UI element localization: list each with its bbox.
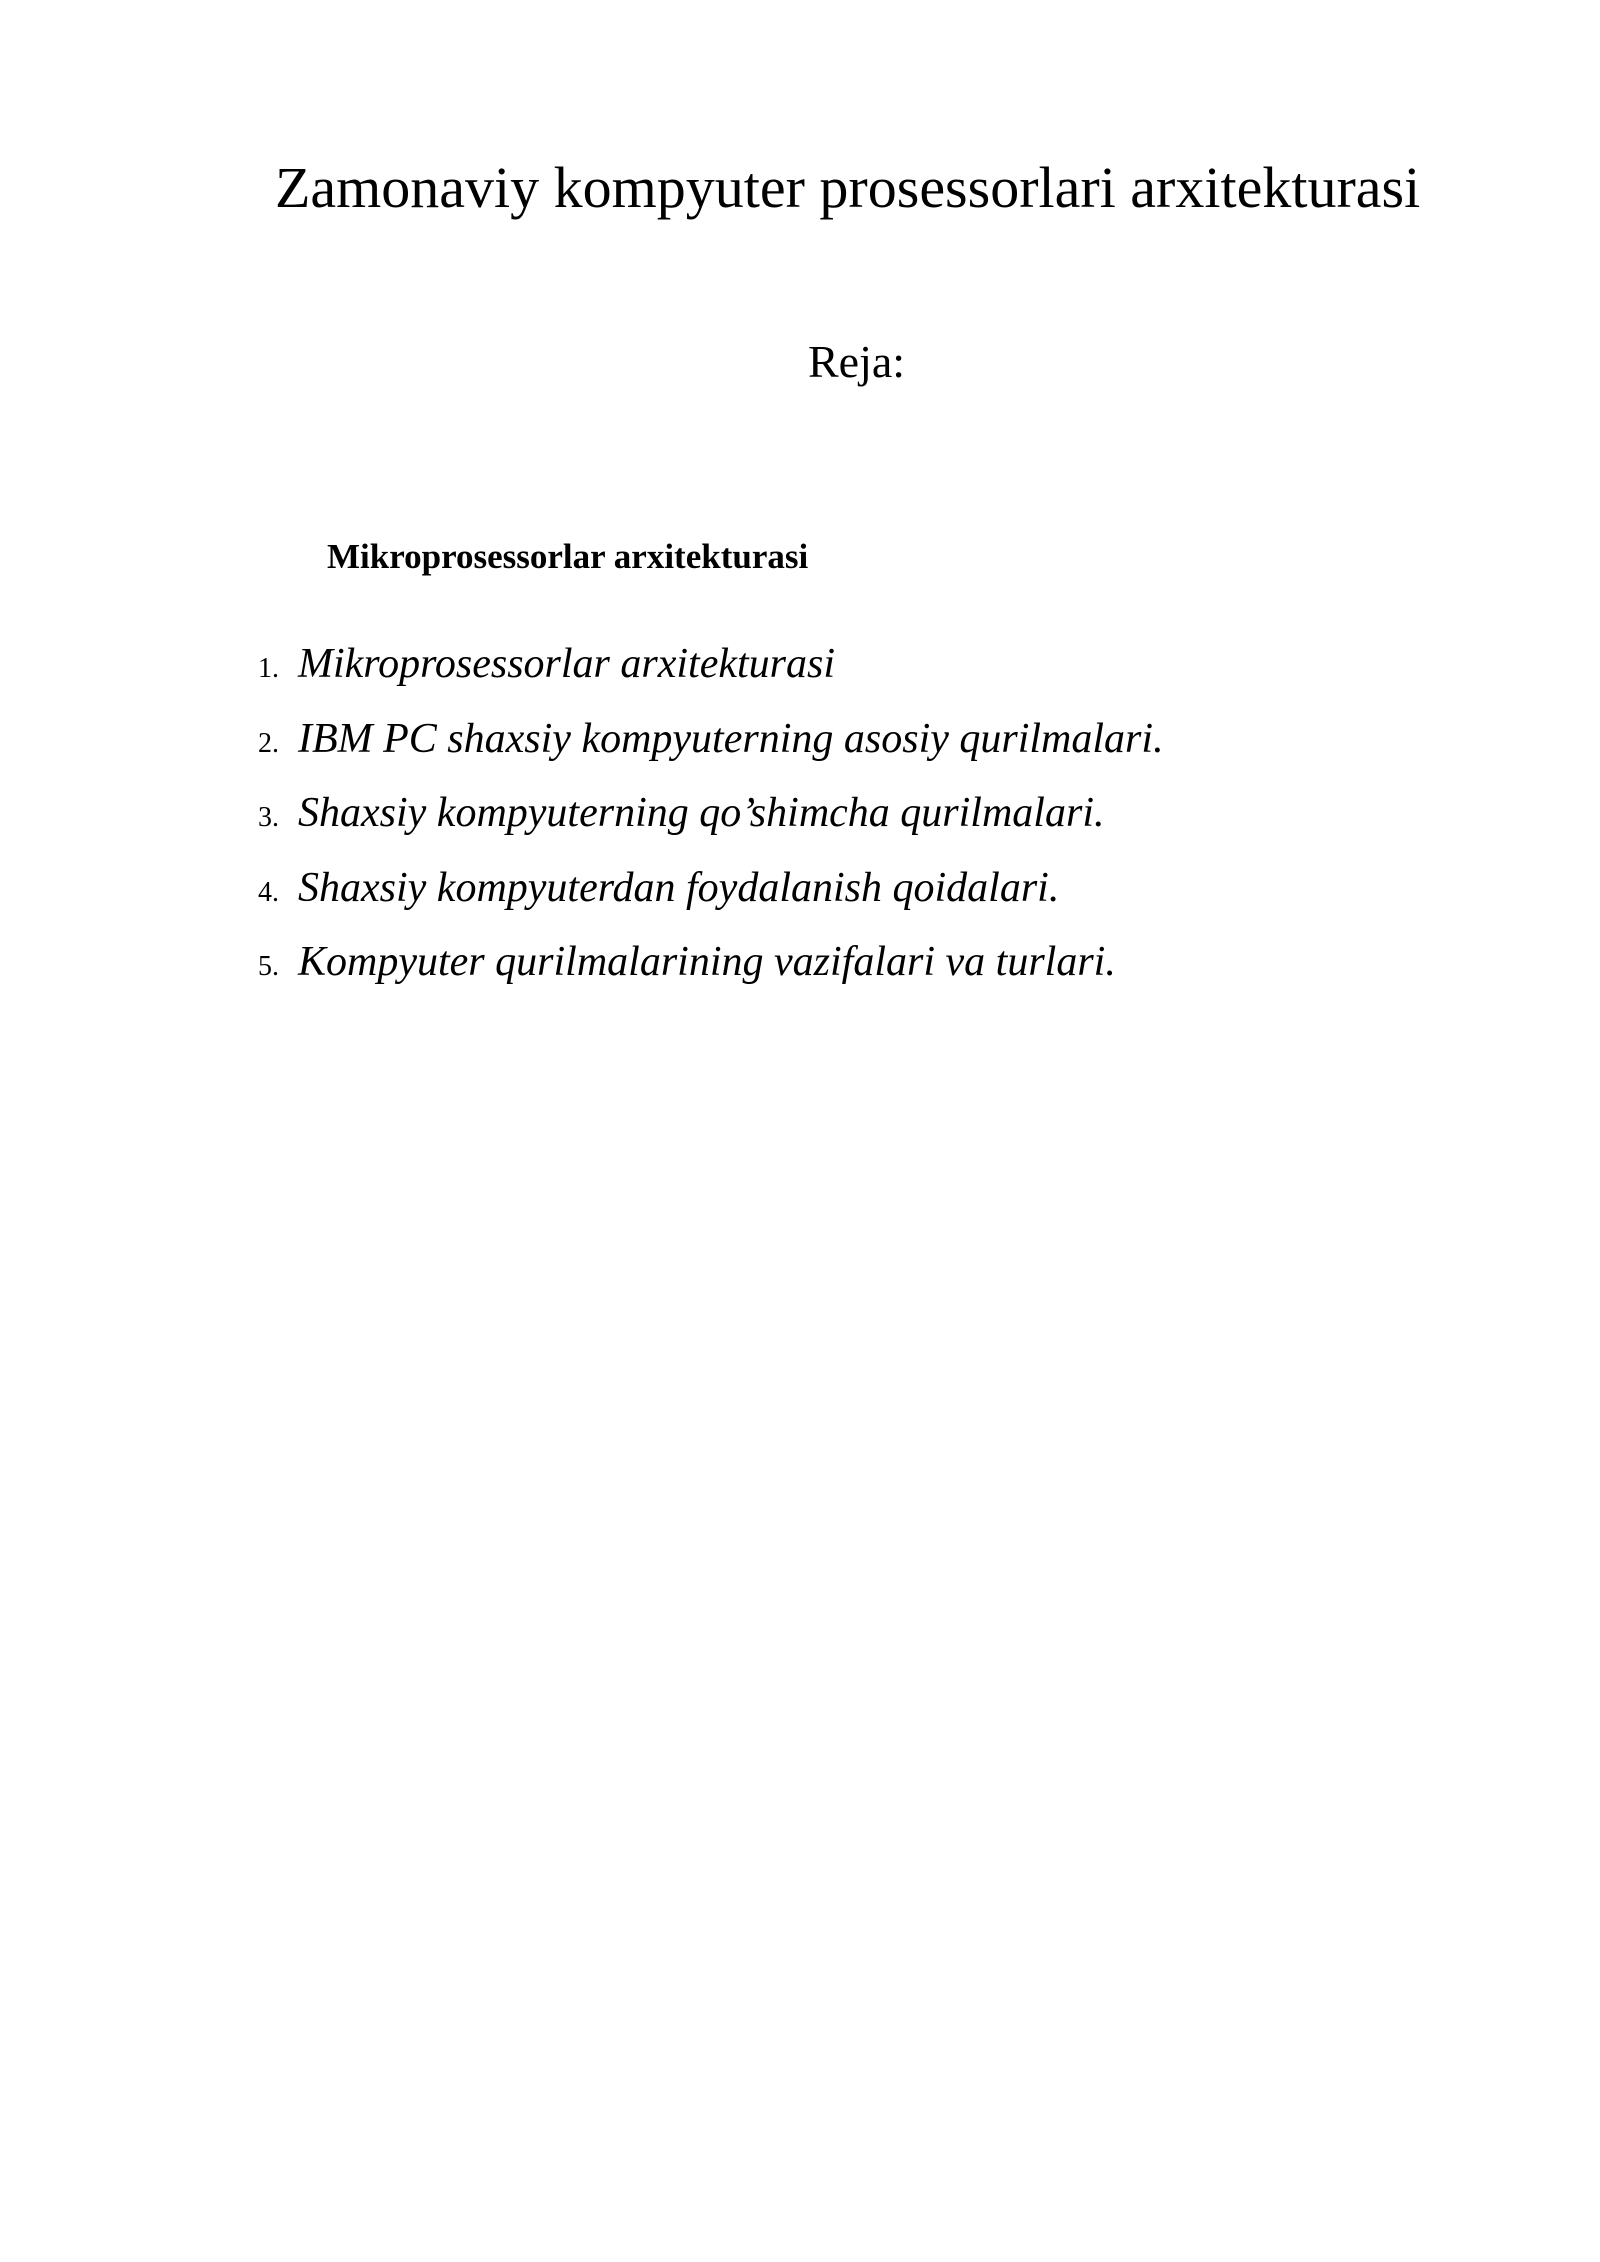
document-title: Zamonaviy kompyuter prosessorlari arxitekturasi (275, 155, 1421, 220)
list-item-number: 1. (258, 653, 279, 684)
plan-list-item (258, 715, 1164, 790)
plan-heading: Reja: (808, 336, 906, 387)
list-item-text: Shaxsiy kompyuterning qo’shimcha qurilmalari. (298, 790, 1105, 836)
list-item-number: 4. (258, 876, 279, 908)
list-item-text: IBM PC shaxsiy kompyuterning asosiy qurilmalari. (298, 715, 1164, 762)
section-heading: Mikroprosessorlar arxitekturasi (327, 537, 809, 576)
plan-list-item (258, 864, 1164, 939)
list-item-text: Shaxsiy kompyuterdan foydalanish qoidalari. (298, 864, 1060, 911)
list-item-text: Kompyuter qurilmalarining vazifalari va turlari. (298, 939, 1116, 985)
list-item-number: 3. (258, 802, 279, 833)
plan-list-item (258, 640, 1164, 715)
list-item-text: Mikroprosessorlar arxitekturasi (298, 641, 836, 687)
plan-list (258, 640, 1164, 1013)
plan-list-item (258, 938, 1164, 1013)
plan-list-item (258, 789, 1164, 864)
list-item-number: 2. (258, 727, 279, 759)
list-item-number: 5. (258, 951, 279, 982)
